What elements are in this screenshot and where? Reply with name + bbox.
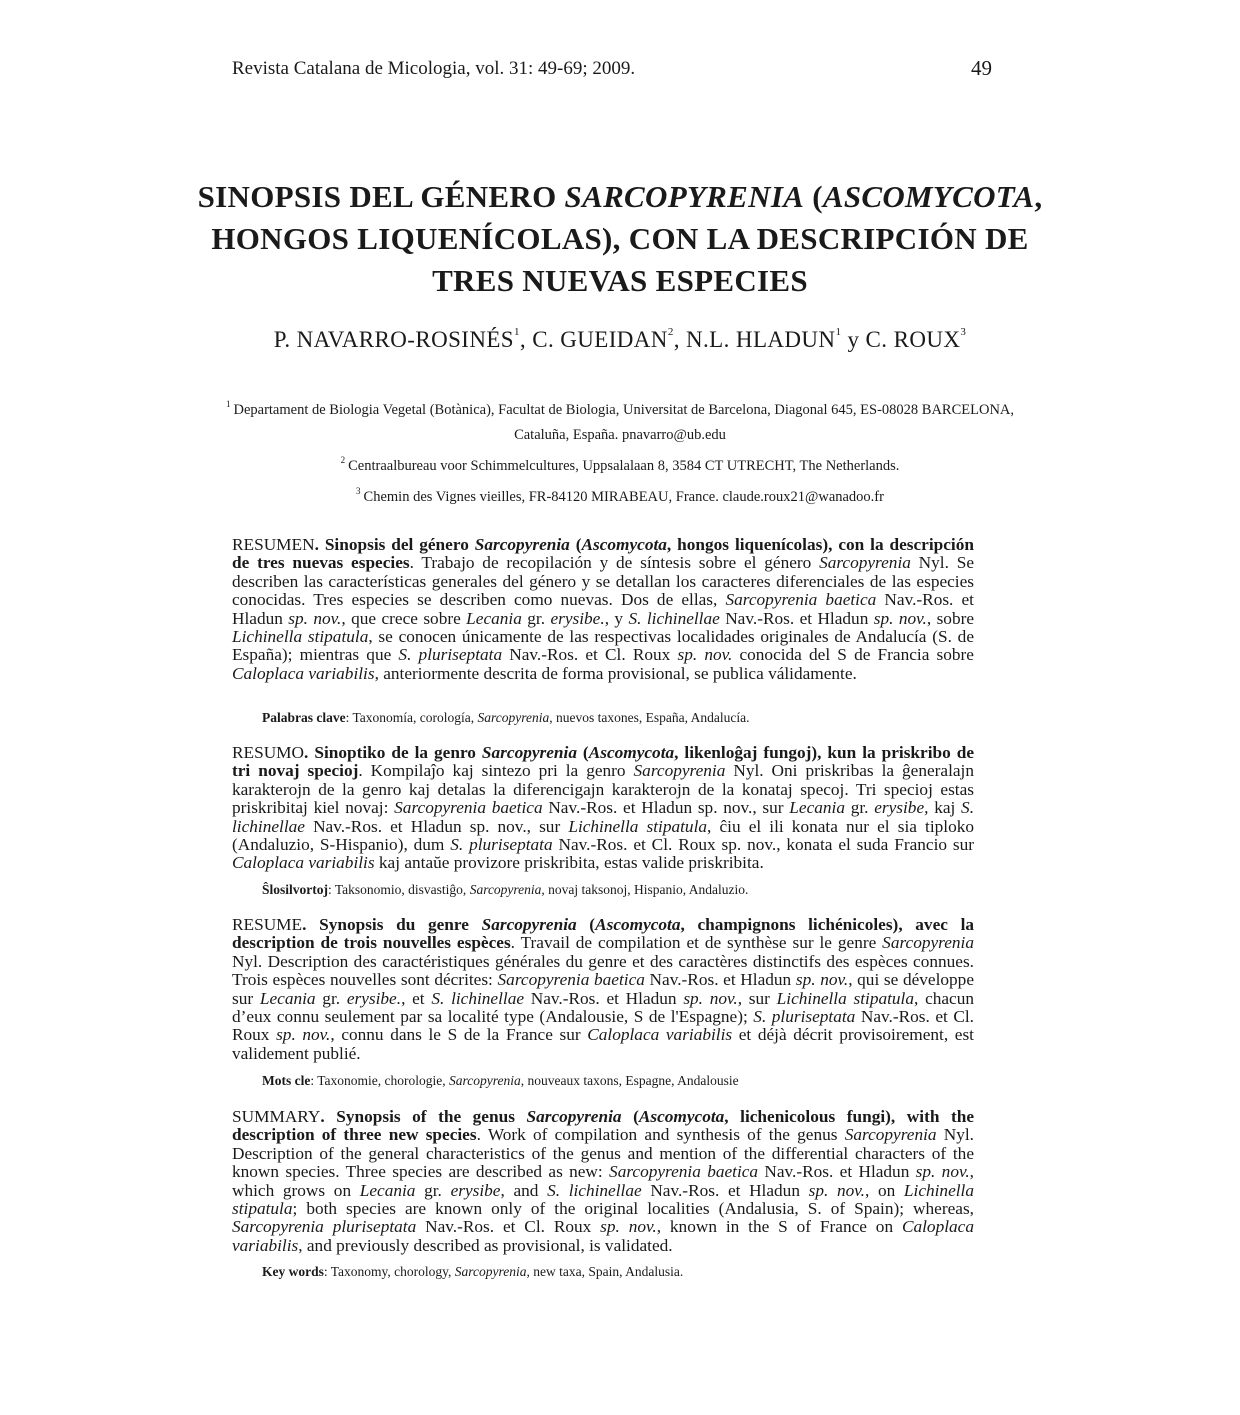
affiliation-3 xyxy=(210,479,1030,510)
taxon-name: Sarcopyrenia xyxy=(844,1125,937,1145)
taxon-name: Caloplaca variabilis xyxy=(232,853,375,873)
keywords-text: : Taxonomie, chorologie, xyxy=(310,1073,450,1088)
taxon-name: sp. nov. xyxy=(873,608,927,628)
taxon-name: Sarcopyrenia baetica xyxy=(609,1162,759,1182)
affiliation-marker: 1 xyxy=(835,326,842,338)
abstract-text: Nav.-Ros. et Hladun xyxy=(719,608,874,628)
title-text: SINOPSIS DEL GÉNERO xyxy=(197,179,565,214)
abstract-label: RESUMO xyxy=(232,743,305,762)
keywords-text: : Taxonomy, chorology, xyxy=(323,1264,455,1279)
abstract-text: , sobre xyxy=(926,608,975,628)
title-line-2: HONGOS LIQUENÍCOLAS), CON LA DESCRIPCIÓN DE xyxy=(211,221,1029,256)
taxon-name: Lichinella stipatula xyxy=(776,988,914,1008)
taxon-name: Sarcopyrenia xyxy=(633,761,726,781)
abstract-text: gr. xyxy=(415,1180,451,1200)
taxon-name: sp. nov. xyxy=(288,608,342,628)
abstract-title-phylum: Ascomycota xyxy=(581,535,667,554)
abstract-text: , on xyxy=(864,1180,904,1200)
abstract-text: , sur xyxy=(737,988,777,1008)
page-number: 49 xyxy=(971,56,992,80)
abstract-title-genus: Sarcopyrenia xyxy=(526,1107,622,1126)
keywords-label: Palabras clave xyxy=(262,710,346,725)
abstract-title: . Synopsis du genre Sarcopyrenia (Ascomycota, champignons lichénicoles), avec la description de trois nouvelles espèces xyxy=(232,915,975,953)
abstract-text: Nyl. Oni priskribas la ĝeneralajn karakterojn de la genro kaj detalas la diferencigajn karakterojn de la konataj specoj. Tri specioj estas priskribitaj kiel novaj: xyxy=(232,761,975,818)
abstract-text: ; both species are known only of the original localities (Andalusia, S. of Spain); whereas, xyxy=(292,1199,974,1219)
abstract-text: , qui se développe sur xyxy=(232,970,974,1008)
taxon-name: S. pluriseptata xyxy=(450,835,553,855)
taxon-name: S. pluriseptata xyxy=(753,1007,856,1027)
taxon-name: sp. nov. xyxy=(808,1180,865,1200)
abstract-text: . Travail de compilation et de synthèse sur le genre xyxy=(510,933,883,953)
keywords-text: , novaj taksonoj, Hispanio, Andaluzio. xyxy=(541,882,749,897)
abstract-text: Nav.-Ros. et Cl. Roux xyxy=(416,1217,601,1237)
taxon-name: Lecania xyxy=(359,1180,416,1200)
taxon-name: Lichinella stipatula xyxy=(568,816,708,836)
abstract-title: . Sinopsis del género Sarcopyrenia (Ascomycota, hongos liquenícolas), con la descripción de tres nuevas especies xyxy=(232,535,974,573)
taxon-name: Sarcopyrenia xyxy=(454,1264,527,1279)
abstract-text: et déjà décrit provisoirement, est validement publié. xyxy=(232,1025,974,1063)
taxon-name: sp. nov. xyxy=(677,645,733,665)
abstract-label: RESUME xyxy=(232,915,303,934)
abstract-text: , se conocen únicamente de las respectivas localidades originales de Andalucía (S. de España); mientras que xyxy=(232,627,974,665)
abstract-text: , chacun d’eux connu seulement par sa localité type (Andalousie, S de l'Espagne); xyxy=(232,988,974,1027)
abstract-title: . Sinoptiko de la genro Sarcopyrenia (Ascomycota, likenloĝaj fungoj), kun la priskribo de tri novaj specioj xyxy=(232,743,975,781)
abstract-text: . Trabajo de recopilación y de síntesis sobre el género xyxy=(409,553,820,573)
abstract-title-text: Synopsis du genre xyxy=(319,915,482,934)
taxon-name: Sarcopyrenia baetica xyxy=(725,590,877,610)
abstract-esperanto xyxy=(232,744,974,873)
taxon-name: Sarcopyrenia pluriseptata xyxy=(232,1217,417,1237)
abstract-text: kaj xyxy=(928,798,962,818)
taxon-name: S. lichinellae xyxy=(628,608,720,628)
taxon-name: S. lichinellae xyxy=(232,798,975,836)
taxon-name: sp. nov. xyxy=(276,1025,331,1045)
taxon-name: S. lichinellae xyxy=(547,1180,642,1200)
keywords-label: Ŝlosilvortoj xyxy=(262,882,328,897)
abstract-text: Nav.-Ros. et Hladun xyxy=(641,1180,809,1200)
abstract-title-text: , champignons lichénicoles), avec la description de trois nouvelles espèces xyxy=(232,915,975,953)
keywords-text: , new taxa, Spain, Andalusia. xyxy=(526,1264,684,1279)
affiliation-2 xyxy=(210,448,1030,479)
author-name: y C. ROUX xyxy=(841,327,961,352)
taxon-name: S. pluriseptata xyxy=(398,645,503,665)
abstract-text: Nav.-Ros. et Cl. Roux xyxy=(502,645,678,665)
abstract-text: Nyl. Description des caractéristiques générales du genre et des caractères distinctifs des espèces connues. Trois espèces nouvelles sont décrites: xyxy=(232,951,974,990)
title-line-1 xyxy=(150,176,1090,218)
author-name: , N.L. HLADUN xyxy=(673,327,836,352)
abstract-text: Nav.-Ros. et Cl. Roux xyxy=(232,1007,974,1045)
taxon-name: Sarcopyrenia baetica xyxy=(497,970,645,990)
keywords-label: Key words xyxy=(262,1264,324,1279)
abstract-text: kaj antaŭe provizore priskribita, estas valide priskribita. xyxy=(374,853,764,873)
abstract-text: , que crece sobre xyxy=(341,608,467,628)
abstract-text: Nav.-Ros. et Hladun sp. nov., sur xyxy=(304,816,569,836)
affiliation-text: Chemin des Vignes vieilles, FR-84120 MIRABEAU, France. claude.roux21@wanadoo.fr xyxy=(363,489,884,505)
abstract-text: . Work of compilation and synthesis of the genus xyxy=(476,1125,845,1145)
abstract-text: Nyl. Se describen las características generales del género y se detallan los caracteres diferenciales de las especies conocidas. Tres especies se describen como nuevas. Dos de ellas, xyxy=(232,553,974,610)
author-list xyxy=(150,326,1090,353)
affiliation-marker: 1 xyxy=(514,326,520,338)
taxon-name: Caloplaca variabilis xyxy=(232,663,375,683)
abstract-title-text: , lichenicolous fungi), with the description of three new species xyxy=(232,1107,975,1145)
abstract-text: gr. xyxy=(315,988,347,1008)
taxon-name: erysibe xyxy=(450,1180,501,1200)
abstract-text: Nav.-Ros. et Hladun xyxy=(524,988,684,1008)
abstract-title-text: Synopsis of the genus xyxy=(336,1107,527,1126)
abstract-title-phylum: Ascomycota xyxy=(638,1107,725,1126)
abstract-text: , connu dans le S de la France sur xyxy=(330,1025,588,1045)
taxon-name: Lichinella stipatula xyxy=(232,1180,974,1219)
keywords-english xyxy=(262,1264,982,1280)
affiliation-number: 2 xyxy=(340,455,346,465)
abstract-text: conocida del S de Francia sobre xyxy=(732,645,974,665)
affiliations xyxy=(210,392,1030,510)
keywords-spanish xyxy=(262,710,982,726)
affiliation-1 xyxy=(210,392,1030,448)
keywords-label: Mots cle xyxy=(262,1073,311,1088)
taxon-name: Lecania xyxy=(789,798,845,818)
title-phylum: ASCOMYCOTA xyxy=(822,179,1035,214)
taxon-name: Caloplaca variabilis xyxy=(232,1217,974,1255)
journal-citation: Revista Catalana de Micologia, vol. 31: 49-69; 2009. xyxy=(232,58,636,79)
keywords-text: : Taxonomía, corología, xyxy=(345,710,478,725)
affiliation-number: 1 xyxy=(225,399,231,409)
affiliation-text: Centraalbureau voor Schimmelcultures, Uppsalalaan 8, 3584 CT UTRECHT, The Netherlands. xyxy=(348,458,900,474)
abstract-text: , y xyxy=(604,608,629,628)
abstract-title-phylum: Ascomycota xyxy=(588,743,675,762)
taxon-name: Sarcopyrenia xyxy=(469,882,542,897)
title-text: ( xyxy=(804,179,823,214)
keywords-text: , nouveaux taxons, Espagne, Andalousie xyxy=(520,1073,739,1088)
taxon-name: Lecania xyxy=(259,988,316,1008)
abstract-text: Nav.-Ros. et Hladun xyxy=(758,1162,916,1182)
abstract-spanish xyxy=(232,536,974,683)
taxon-name: Lecania xyxy=(466,608,522,628)
abstract-text: gr. xyxy=(521,608,551,628)
abstract-title-text: ( xyxy=(569,535,582,554)
keywords-esperanto xyxy=(262,882,982,898)
taxon-name: Lichinella stipatula xyxy=(232,627,369,647)
abstract-title-genus: Sarcopyrenia xyxy=(481,915,577,934)
affiliation-number: 3 xyxy=(356,486,361,496)
taxon-name: Sarcopyrenia xyxy=(477,710,550,725)
abstract-title-text: , hongos liquenícolas), con la descripción de tres nuevas especies xyxy=(232,535,974,573)
abstract-title-text: , likenloĝaj fungoj), kun la priskribo de tri novaj specioj xyxy=(232,743,975,781)
taxon-name: sp. nov. xyxy=(795,970,849,990)
abstract-title-text: ( xyxy=(576,915,596,934)
affiliation-marker: 2 xyxy=(667,326,674,338)
abstract-text: Nav.-Ros. et Hladun sp. nov., sur xyxy=(542,798,790,818)
taxon-name: erysibe, xyxy=(874,798,929,818)
abstract-text: , et xyxy=(401,988,432,1008)
abstract-label: RESUMEN xyxy=(232,535,315,554)
affiliation-marker: 3 xyxy=(960,326,967,338)
abstract-english xyxy=(232,1108,974,1255)
abstract-text: , anteriormente descrita de forma provisional, se publica válidamente. xyxy=(374,663,857,683)
keywords-french xyxy=(262,1073,982,1089)
affiliation-text: Departament de Biologia Vegetal (Botànica), Facultat de Biologia, Universitat de Barcelona, Diagonal 645, ES-08028 BARCELONA, Cataluña, España. pnavarro@ub.edu xyxy=(233,402,1015,443)
taxon-name: sp. nov. xyxy=(600,1217,657,1237)
title-text: , xyxy=(1034,179,1043,214)
running-header xyxy=(232,58,992,88)
taxon-name: Sarcopyrenia xyxy=(449,1073,521,1088)
abstract-text: , and previously described as provisional, is validated. xyxy=(298,1235,673,1255)
taxon-name: erysibe. xyxy=(550,608,605,628)
abstract-text: Nyl. Description of the general characteristics of the genus and mention of the differential characters of the known species. Three species are described as new: xyxy=(232,1125,975,1182)
taxon-name: sp. nov. xyxy=(683,988,738,1008)
abstract-text: , ĉiu el ili konata nur el sia tiploko (Andaluzio, S-Hispanio), dum xyxy=(232,816,975,855)
title-line-3: TRES NUEVAS ESPECIES xyxy=(432,263,808,298)
taxon-name: S. lichinellae xyxy=(431,988,525,1008)
taxon-name: Sarcopyrenia xyxy=(819,553,911,573)
abstract-title-phylum: Ascomycota xyxy=(595,915,681,934)
taxon-name: Sarcopyrenia baetica xyxy=(394,798,543,818)
abstract-text: gr. xyxy=(844,798,875,818)
title-genus: SARCOPYRENIA xyxy=(564,179,805,214)
keywords-text: , nuevos taxones, España, Andalucía. xyxy=(549,710,750,725)
abstract-title-genus: Sarcopyrenia xyxy=(474,535,570,554)
keywords-text: : Taksonomio, disvastiĝo, xyxy=(328,882,470,897)
abstract-text: Nav.-Ros. et Hladun xyxy=(232,590,974,628)
abstract-title-text: Sinopsis del género xyxy=(324,535,475,554)
taxon-name: Caloplaca variabilis xyxy=(587,1025,733,1045)
abstract-title-text: ( xyxy=(576,743,589,762)
abstract-text: , which grows on xyxy=(232,1162,974,1200)
paper-title xyxy=(150,176,1090,302)
abstract-french xyxy=(232,916,974,1063)
abstract-text: . Kompilaĵo kaj sintezo pri la genro xyxy=(358,761,634,781)
taxon-name: Sarcopyrenia xyxy=(882,933,974,953)
author-name: , C. GUEIDAN xyxy=(519,327,668,352)
abstract-text: Nav.-Ros. et Cl. Roux sp. nov., konata el suda Francio sur xyxy=(552,835,975,855)
taxon-name: erysibe. xyxy=(346,988,402,1008)
taxon-name: sp. nov. xyxy=(915,1162,970,1182)
abstract-text: , known in the S of France on xyxy=(656,1217,902,1237)
author-name: P. NAVARRO-ROSINÉS xyxy=(273,327,514,352)
abstract-text: , and xyxy=(500,1180,548,1200)
abstract-title-genus: Sarcopyrenia xyxy=(481,743,577,762)
abstract-text: Nav.-Ros. et Hladun xyxy=(644,970,796,990)
abstract-label: SUMMARY xyxy=(232,1107,321,1126)
abstract-title-text: ( xyxy=(621,1107,639,1126)
abstract-title-text: Sinoptiko de la genro xyxy=(314,743,482,762)
abstract-title: . Synopsis of the genus Sarcopyrenia (Ascomycota, lichenicolous fungi), with the description of three new species xyxy=(232,1107,975,1145)
